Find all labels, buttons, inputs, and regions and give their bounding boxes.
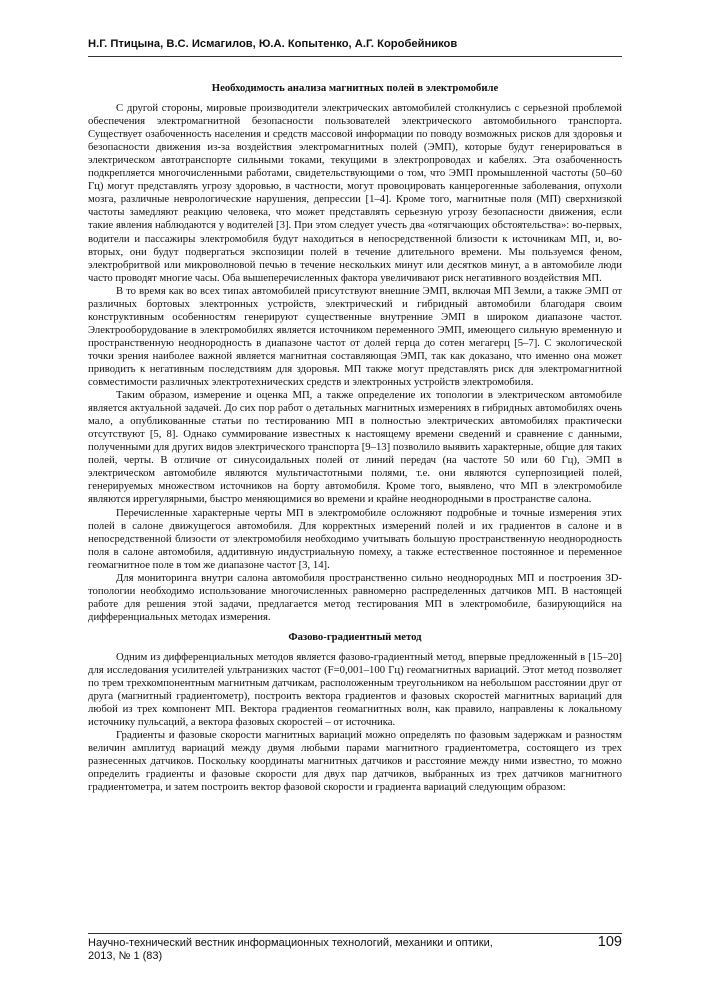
journal-issue: 2013, № 1 (83): [88, 950, 163, 962]
running-header-authors: Н.Г. Птицына, В.С. Исмагилов, Ю.А. Копытенко, А.Г. Коробейников: [88, 38, 458, 50]
footer-rule: [88, 933, 622, 934]
section-title: Необходимость анализа магнитных полей в электромобиле: [211, 82, 499, 94]
article-body: [88, 82, 622, 794]
paragraph: Градиенты и фазовые скорости магнитных вариаций можно определять по фазовым задержкам и разностям величин амплитуд вариаций между двумя любыми парами магнитного градиентометра, состоящего из трех разнесенных датчиков. Поскольку координаты магнитных датчиков и расстояние между ними известно, то можно определить градиенты и фазовые скорости для двух пар датчиков, выбранных из трех датчиков магнитного градиентометра, и затем построить вектор фазовой скорости и градиента вариаций следующим образом:: [88, 729, 622, 794]
header-rule: [88, 56, 622, 57]
paragraph: Одним из дифференциальных методов является фазово-градиентный метод, впервые предложенный в [15–20] для исследования усилителей ультранизких частот (F=0,001–100 Гц) геомагнитных вариаций. Этот метод позволяет по трем трехкомпонентным магнитным датчикам, расположенным треугольником на небольшом расстоянии друг от друга (магнитный градиентометр), построить вектора градиентов и фазовых скоростей магнитных вариаций для любой из трех компонент МП. Вектора градиентов геомагнитных волн, как правило, направлены к локальному источнику пульсаций, а вектора фазовых скоростей – от источника.: [88, 650, 622, 729]
paragraph: Для мониторинга внутри салона автомобиля пространственно сильно неоднородных МП и построения 3D-топологии необходимо использование многочисленных равномерно распределенных датчиков МП. В настоящей работе для решения этой задачи, предлагается метод тестирования МП в электромобиле, базирующийся на дифференциальных методах измерения.: [88, 571, 622, 623]
paragraph: Перечисленные характерные черты МП в электромобиле осложняют подробные и точные измерения этих полей в салоне движущегося автомобиля. Для корректных измерений полей и их градиентов в салоне и в непосредственной близости от электромобиля необходимо учитывать большую пространственную неоднородность поля в салоне автомобиля, аддитивную индустриальную помеху, а также естественное постоянное и переменное геомагнитное поле в том же диапазоне частот [3, 14].: [88, 506, 622, 571]
section-title: Фазово-градиентный метод: [288, 630, 422, 643]
page-number: 109: [597, 934, 622, 950]
journal-name: Научно-технический вестник информационных технологий, механики и оптики,: [88, 937, 493, 949]
paragraph: Таким образом, измерение и оценка МП, а также определение их топологии в электрическом автомобиле является актуальной задачей. До сих пор работ о детальных магнитных измерениях в гибридных автомобилях очень мало, а опубликованные статьи по тестированию МП в полностью электрических автомобилях практически отсутствуют [5, 8]. Однако суммирование известных к настоящему времени сведений и сравнение с данными, полученными для других видов электрического транспорта [9–13] позволило выявить характерные, общие для таких полей, черты. В отличие от синусоидальных полей от линий передач (на частоте 50 или 60 Гц), ЭМП в электрическом автомобиле являются мультичастотными полями, т.е. они являются суперпозицией полей, генерируемых множеством источников на борту автомобиля. Кроме того, выявлено, что МП в электромобиле являются иррегулярными, быстро меняющимися во времени и крайне неоднородными в пространстве салона.: [88, 389, 622, 506]
paragraph: С другой стороны, мировые производители электрических автомобилей столкнулись с серьезной проблемой обеспечения электромагнитной безопасности пользователей электрического автомобильного транспорта. Существует озабоченность населения и средств массовой информации по поводу возможных рисков для здоровья и безопасности движения из-за воздействия электромагнитных полей (ЭМП), которые будут генерироваться в электрическом автотранспорте сильными токами, текущими в электропроводах и кабелях. Эта озабоченность подкрепляется многочисленными работами, свидетельствующими о том, что ЭМП промышленной частоты (50–60 Гц) могут представлять угрозу здоровью, в частности, могут провоцировать канцерогенные заболевания, опухоли мозга, различные неврологические нарушения, депрессии [1–4]. Кроме того, магнитные поля (МП) сверхнизкой частоты замедляют реакцию человека, что может представлять серьезную угрозу безопасности движения, если такие явления наблюдаются у водителей [3]. При этом следует учесть два «отягчающих обстоятельства»: во-первых, водители и пассажиры электромобиля будут находиться в непосредственной близости к источникам МП, и, во-вторых, они будут подвергаться экспозиции полей в течение длительного времени. Мы пользуемся феном, электробритвой или микроволновой печью в течение нескольких минут или десятков минут, а в автомобиле люди часто проводят многие часы. Оба вышеперечисленных фактора увеличивают риск негативного воздействия МП.: [88, 102, 622, 284]
journal-citation: [88, 937, 508, 963]
paragraph: В то время как во всех типах автомобилей присутствуют внешние ЭМП, включая МП Земли, а также ЭМП от различных бортовых электронных устройств, электрический и гибридный автомобили благодаря своим конструктивным особенностям генерируют существенные внутренние ЭМП в широком диапазоне частот. Электрооборудование в электромобилях является источником переменного ЭМП, имеющего сильную временную и пространственную неоднородность в диапазоне частот от долей герца до сотен мегагерц [5–7]. С экологической точки зрения наиболее важной является магнитная составляющая ЭМП, так как доказано, что именно она может приводить к негативным последствиям для здоровья. МП также могут представлять риск для электромагнитной совместимости различных электротехнических средств и электронных устройств электромобиля.: [88, 284, 622, 389]
